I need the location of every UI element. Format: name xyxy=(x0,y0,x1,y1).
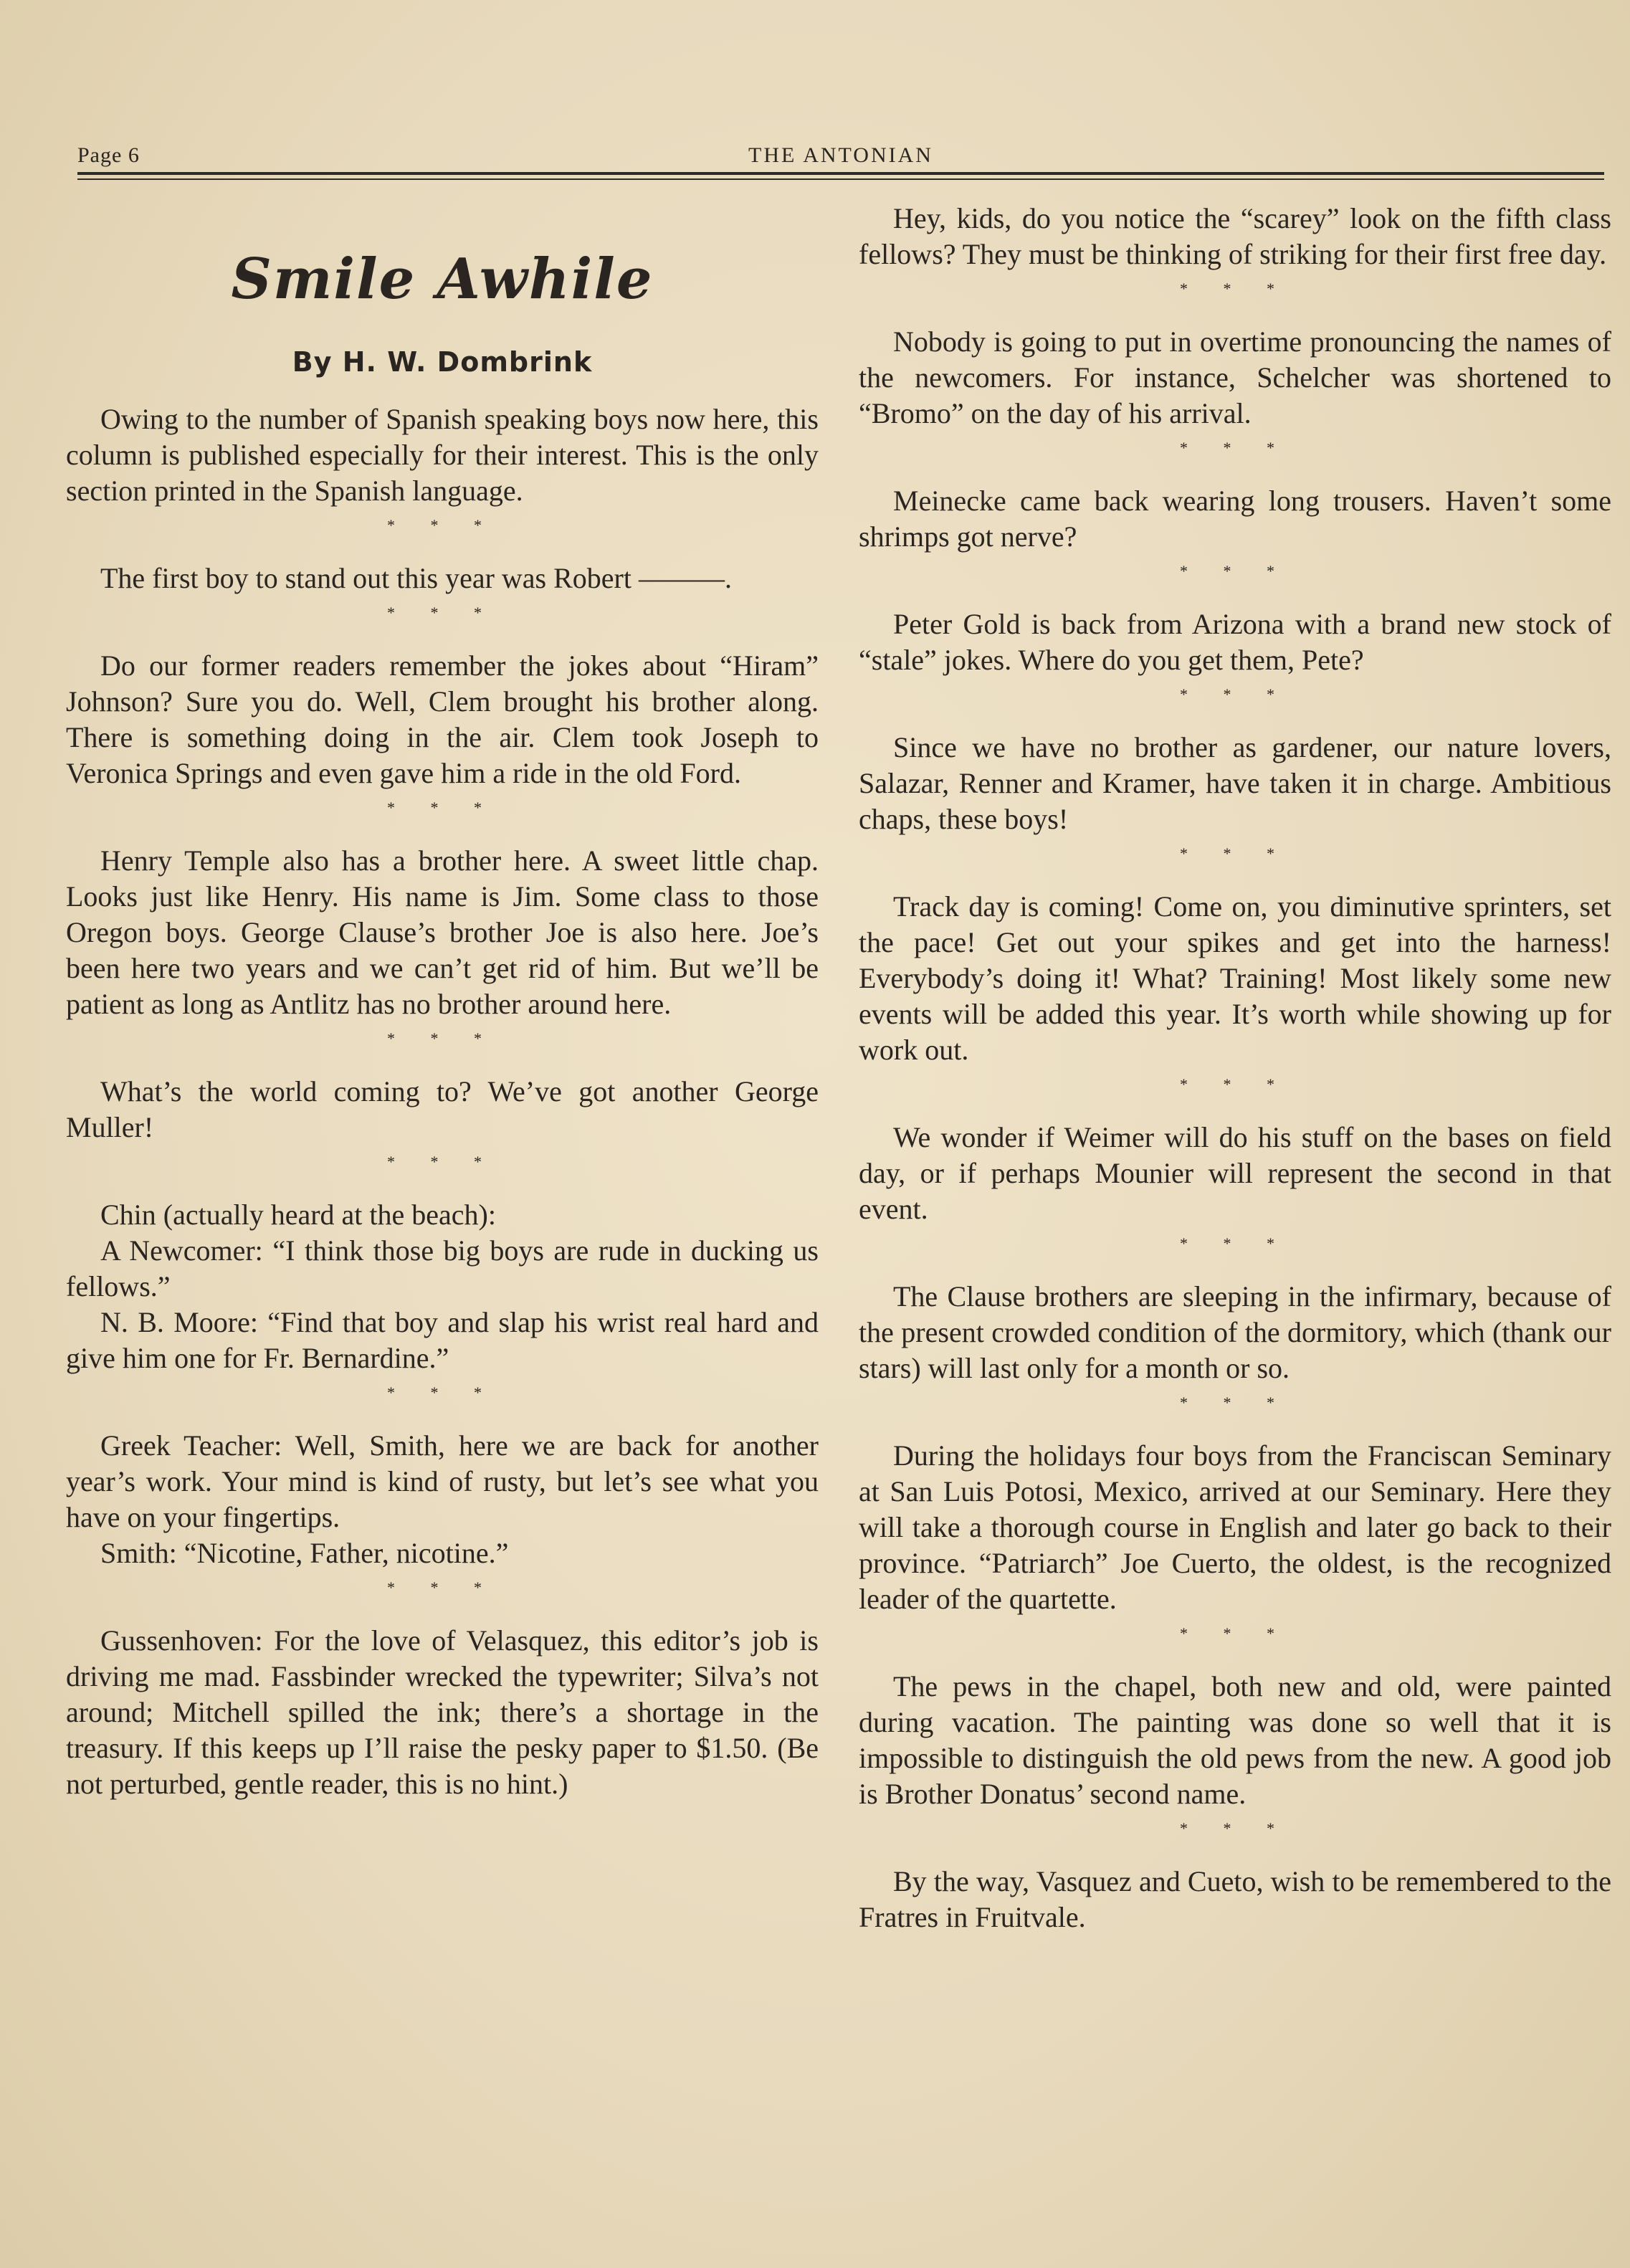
separator: * * * xyxy=(387,799,497,816)
article-title: Smile Awhile xyxy=(231,247,654,312)
separator: * * * xyxy=(387,1029,497,1047)
separator: * * * xyxy=(1180,1393,1290,1411)
separator: * * * xyxy=(1180,280,1290,297)
paragraph: Since we have no brother as gardener, our nature lovers, Salazar, Renner and Kramer, have taken it in charge. Ambitious chaps, these boys! xyxy=(859,731,1611,835)
separator: * * * xyxy=(1180,1624,1290,1642)
separator: * * * xyxy=(387,1383,497,1401)
separator: * * * xyxy=(387,1153,497,1171)
separator: * * * xyxy=(387,1578,497,1596)
page-number: Page 6 xyxy=(77,143,140,167)
paragraph: Owing to the number of Spanish speaking boys now here, this column is published especially for their interest. This is the only section printed in the Spanish language. xyxy=(66,403,819,507)
paragraph: By the way, Vasquez and Cueto, wish to be remembered to the Fratres in Fruitvale. xyxy=(859,1865,1611,1933)
chin-newcomer: A Newcomer: “I think those big boys are rude in ducking us fellows.” xyxy=(66,1234,819,1302)
separator: * * * xyxy=(1180,439,1290,457)
chin-moore: N. B. Moore: “Find that boy and slap his wrist real hard and give him one for Fr. Bernardine.” xyxy=(66,1306,819,1374)
header-rule-thin xyxy=(77,178,1604,180)
paragraph: Gussenhoven: For the love of Velasquez, this editor’s job is driving me mad. Fassbinder wrecked the typewriter; Silva’s not around; Mitchell spilled the ink; there’s a shortage in the treasury. If this keeps up I’ll raise the pesky paper to $1.50. (Be not perturbed, gentle reader, this is no hint.) xyxy=(66,1624,819,1800)
paragraph: What’s the world coming to? We’ve got another George Muller! xyxy=(66,1075,819,1143)
paragraph: Hey, kids, do you notice the “scarey” look on the fifth class fellows? They must be thinking of striking for their first free day. xyxy=(859,202,1611,270)
right-column xyxy=(859,201,1611,1935)
separator: * * * xyxy=(1180,685,1290,703)
chin-intro: Chin (actually heard at the beach): xyxy=(100,1199,496,1231)
separator: * * * xyxy=(1180,1234,1290,1252)
paragraph: Peter Gold is back from Arizona with a brand new stock of “stale” jokes. Where do you get them, Pete? xyxy=(859,608,1611,676)
separator: * * * xyxy=(1180,562,1290,580)
paragraph: Meinecke came back wearing long trousers. Haven’t some shrimps got nerve? xyxy=(859,485,1611,553)
paragraph: The Clause brothers are sleeping in the infirmary, because of the present crowded condition of the dormitory, which (thank our stars) will last only for a month or so. xyxy=(859,1280,1611,1384)
paragraph: Nobody is going to put in overtime pronouncing the names of the newcomers. For instance, Schelcher was shortened to “Bromo” on the day of his arrival. xyxy=(859,325,1611,429)
separator: * * * xyxy=(1180,1819,1290,1837)
paragraph: Track day is coming! Come on, you diminutive sprinters, set the pace! Get out your spikes and get into the harness! Everybody’s doing it! What? Training! Most likely some new events will be added this year. It’s worth while showing up for work out. xyxy=(859,890,1611,1066)
separator: * * * xyxy=(1180,844,1290,862)
paragraph: We wonder if Weimer will do his stuff on the bases on field day, or if perhaps Mounier will represent the second in that event. xyxy=(859,1121,1611,1225)
masthead: THE ANTONIAN xyxy=(748,143,933,167)
paragraph: Greek Teacher: Well, Smith, here we are back for another year’s work. Your mind is kind of rusty, but let’s see what you have on your fingertips. xyxy=(66,1429,819,1533)
left-column xyxy=(66,201,819,1802)
separator: * * * xyxy=(1180,1075,1290,1093)
paragraph: Henry Temple also has a brother here. A sweet little chap. Looks just like Henry. His name is Jim. Some class to those Oregon boys. George Clause’s brother Joe is also here. Joe’s been here two years and we can’t get rid of him. But we’ll be patient as long as Antlitz has no brother around here. xyxy=(66,844,819,1020)
header-rule xyxy=(77,172,1604,175)
separator: * * * xyxy=(387,604,497,621)
page-header xyxy=(77,143,1604,172)
byline: By H. W. Dombrink xyxy=(292,346,593,378)
paragraph: Do our former readers remember the jokes about “Hiram” Johnson? Sure you do. Well, Clem brought his brother along. There is something doing in the air. Clem took Joseph to Veronica Springs and even gave him a ride in the old Ford. xyxy=(66,649,819,789)
paragraph: The pews in the chapel, both new and old, were painted during vacation. The painting was done so well that it is impossible to distinguish the old pews from the new. A good job is Brother Donatus’ second name. xyxy=(859,1670,1611,1810)
paragraph: During the holidays four boys from the Franciscan Seminary at San Luis Potosi, Mexico, arrived at our Seminary. Here they will take a thorough course in English and later go back to their province. “Patriarch” Joe Cuerto, the oldest, is the recognized leader of the quartette. xyxy=(859,1439,1611,1615)
paragraph: The first boy to stand out this year was Robert ———. xyxy=(100,562,732,594)
smith-reply: Smith: “Nicotine, Father, nicotine.” xyxy=(100,1537,509,1569)
separator: * * * xyxy=(387,516,497,534)
